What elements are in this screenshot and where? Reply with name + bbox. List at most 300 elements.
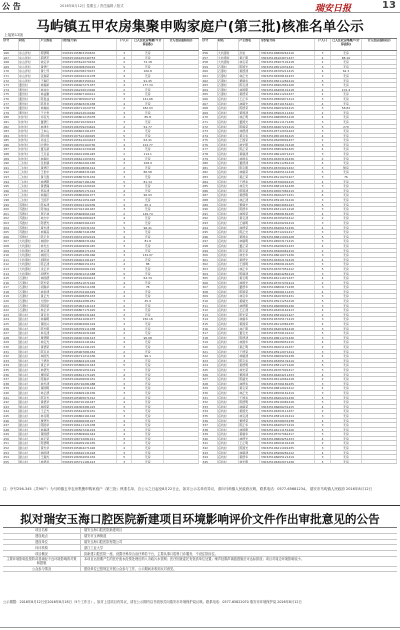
table-cell: 3 [117,230,133,234]
table-cell: 陈国光 [239,65,260,69]
table-cell: 林瑞明 [239,239,260,243]
table-cell: 330325196709211438 [62,285,117,289]
table-cell: 无房 [331,51,362,55]
table-cell: 黄国光 [239,409,260,413]
table-cell [164,327,199,331]
table-cell: 碧山村 [19,331,41,335]
table-cell [362,359,397,363]
table-cell: 后坑村 [218,285,239,289]
table-cell [164,106,199,110]
table-cell: 330325196710151421 [260,102,315,106]
table-cell: 330325196111071437 [260,276,315,280]
table-cell: 220 [3,299,19,303]
table-cell: 黄仁怀 [40,69,62,73]
table-cell: 陈德荣 [239,106,260,110]
table-cell: 3 [117,184,133,188]
table-header [3,39,199,51]
table-cell: 310 [202,299,218,303]
table-cell: 石潭村 [19,290,41,294]
table-cell: 碧山村 [19,441,41,445]
table-cell: 后坑村 [218,230,239,234]
table-cell [164,414,199,418]
table-cell: 253 [3,451,19,455]
table-cell: 林光荣 [239,368,260,372]
table-cell: 88 [132,262,163,266]
table-cell: 3 [315,143,331,147]
table-cell [362,83,397,87]
table-cell: 三村村 [19,166,41,170]
table-cell: 石潭村 [19,285,41,289]
table-cell [164,216,199,220]
table-cell: 4 [315,115,331,119]
table-cell: 王德华 [239,180,260,184]
table-cell: 4 [117,281,133,285]
table-cell: 苏渡村 [19,207,41,211]
table-cell: 陈显益 [40,97,62,101]
table-cell [362,354,397,358]
table-cell: 碧山村 [19,446,41,450]
table-cell: 后坑村 [218,423,239,427]
page-number: 13 [382,0,396,11]
table-cell: 黄正明 [239,345,260,349]
table-cell: 3 [315,285,331,289]
table-cell [164,235,199,239]
table-cell: 无房 [132,230,163,234]
table-cell: 288 [202,198,218,202]
table-cell: 295 [202,230,218,234]
table-cell: 3 [117,244,133,248]
table-cell: 271 [202,120,218,124]
table-cell: 无房 [331,437,362,441]
table-cell: 无房 [331,212,362,216]
table-cell: 后坑村 [218,166,239,170]
table-cell: 王国平 [40,198,62,202]
table-cell: 330325196203031431 [260,294,315,298]
table-cell: 后坑村 [218,216,239,220]
table-cell: 董国光 [239,120,260,124]
table-cell: 黄正华 [40,363,62,367]
table-cell: 黄瑞光 [239,299,260,303]
table-cell: 330325196308161433 [260,74,315,78]
table-cell: 无房 [331,345,362,349]
table-cell: 330325196206091431 [62,377,117,381]
table-cell: 林德荣 [239,226,260,230]
table-cell [164,60,199,64]
table-cell: 3 [315,239,331,243]
table-cell: 后坑村 [218,203,239,207]
table-cell [164,198,199,202]
table-cell: 5 [117,455,133,459]
table-cell: 243 [3,405,19,409]
table-cell: 后坑村 [218,281,239,285]
table-cell: 330325196304161413 [260,308,315,312]
table-cell: 陈显金 [40,102,62,106]
table-cell: 190 [3,161,19,165]
table-cell: 4 [117,419,133,423]
table-cell: 大坑潭村 [19,267,41,271]
table-cell: 碧山村 [19,359,41,363]
table-cell: 无房 [132,244,163,248]
table-cell: 后坑村 [218,106,239,110]
table-cell: 董瑞光 [239,203,260,207]
table-cell: 330325196512191415 [62,345,117,349]
table-cell: 黄德仁 [40,65,62,69]
table-cell: 4 [117,327,133,331]
table-cell [362,106,397,110]
table-cell [362,317,397,321]
table-cell: 后坑村 [218,373,239,377]
table-cell: 330325196311211418 [260,207,315,211]
table-cell: 无房 [132,129,163,133]
table-cell: 黄克华 [239,134,260,138]
table-cell [362,272,397,276]
table-cell: 209 [3,249,19,253]
table-cell: 后坑村 [218,143,239,147]
table-cell: 330325196402191427 [62,258,117,262]
table-cell: 330325195911220416 [62,184,117,188]
table-row [3,460,199,465]
table-cell: 3 [117,120,133,124]
table-cell: 330325195710281488 [62,382,117,386]
table-cell: 村杉村 [19,125,41,129]
table-cell: 301 [202,258,218,262]
table-cell: 无房 [132,313,163,317]
table-cell: 2 [117,396,133,400]
table-cell [362,336,397,340]
table-cell: 王瑞明 [239,221,260,225]
table-cell: 4 [315,258,331,262]
table-cell: 2 [315,111,331,115]
table-cell: 无房 [132,359,163,363]
col-header: 村名 [218,39,239,50]
table-cell [164,304,199,308]
table-cell: 52.77 [132,125,163,129]
table-cell: 3 [315,207,331,211]
table-cell: 234 [3,363,19,367]
table-cell: 董国荣 [40,373,62,377]
table-cell: 330325196303111437 [260,409,315,413]
table-cell: 3 [315,272,331,276]
table-cell: 4 [117,56,133,60]
table-cell: 石潭村 [19,281,41,285]
table-cell: 330325195709141412 [260,331,315,335]
table-cell: 林国元 [40,253,62,257]
table-cell: 林定光 [40,340,62,344]
table-cell: 330325196512031441 [260,65,315,69]
table-cell: 方国中 [40,299,62,303]
col-header: 计入农房面积(㎡) [362,39,397,50]
table-cell: 62.34 [132,276,163,280]
table-cell: 330325196409141418 [260,88,315,92]
table-cell: 251 [3,441,19,445]
table-cell: 碧山村 [19,368,41,372]
table-cell: 305 [202,276,218,280]
table-cell: 298 [202,244,218,248]
table-cell: 无房 [132,423,163,427]
table-cell: 无房 [132,391,163,395]
table-cell: 陈德光 [40,221,62,225]
table-cell: 238 [3,382,19,386]
table-cell: 4 [315,102,331,106]
table-cell: 无房 [132,446,163,450]
table-cell: 无房 [331,451,362,455]
table-cell: 330325196811231436 [260,336,315,340]
table-cell: 330325196610131418 [62,451,117,455]
row-label: 项目名称 [3,528,81,533]
table-cell: 185 [3,138,19,142]
table-cell [362,198,397,202]
table-cell: 无房 [132,207,163,211]
table-cell: 后坑村 [218,432,239,436]
table-cell: 陈国荣 [239,290,260,294]
table-cell: 东山洋村 [19,79,41,83]
table-cell: 无房 [331,65,362,69]
table-cell [362,373,397,377]
table-cell [164,432,199,436]
table-cell: 林光明 [239,143,260,147]
table-cell: 无房 [331,276,362,280]
table-cell: 3 [117,391,133,395]
table-cell: 202 [3,216,19,220]
table-cell: 182.03 [132,106,163,110]
table-cell: 4 [117,83,133,87]
table-cell: 无房 [331,161,362,165]
table-cell: 293 [202,221,218,225]
table-cell: 169 [3,65,19,69]
table-cell: 后坑村 [218,396,239,400]
table-cell: 陈中国 [40,134,62,138]
table-cell: 330325196710230413 [62,120,117,124]
table-cell: 无房 [132,441,163,445]
table-cell: 2 [315,157,331,161]
table-cell: 330325196403261418 [260,327,315,331]
col-header: 已入住农房集聚户(计算面积) [331,39,362,50]
table-cell: 无房 [331,79,362,83]
table-cell [164,249,199,253]
table-cell: 322 [202,354,218,358]
table-cell: 黄克金 [40,313,62,317]
table-cell: 碧山村 [19,451,41,455]
table-cell: 3 [117,451,133,455]
table-cell [164,409,199,413]
table-cell: 330325197905064713 [62,97,117,101]
table-cell: 无房 [331,170,362,174]
table-cell: 无房 [331,92,362,96]
table-cell: 无房 [331,386,362,390]
table-cell: 后坑村 [218,331,239,335]
table-cell: 董德光 [40,419,62,423]
table-cell: 3 [315,336,331,340]
table-cell: 陈正金 [40,235,62,239]
table-cell: 330325195812191414 [260,414,315,418]
table-cell: 149.74 [132,212,163,216]
table-cell: 330325195811271426 [260,363,315,367]
notice2-title: 拟对瑞安玉海口腔医院新建项目环境影响评价文件作出审批意见的公告 [20,512,380,526]
table-cell: 后坑村 [218,212,239,216]
table-cell: 无房 [132,51,163,55]
table-cell: 碧山村 [19,432,41,436]
table-cell: 330325196906131418 [260,143,315,147]
table-cell: 5 [315,170,331,174]
table-cell: 无房 [132,340,163,344]
table-cell [362,460,397,464]
table-cell: 5 [117,317,133,321]
table-cell: 114.1 [132,152,163,156]
table-cell: 无房 [132,419,163,423]
table-cell: 后坑村 [218,184,239,188]
table-cell: 黄德华 [40,400,62,404]
table-cell: 91.45 [132,79,163,83]
table-cell: 林光志 [40,244,62,248]
table-cell: 300 [202,253,218,257]
table-cell [164,368,199,372]
table-cell: 碧山村 [19,405,41,409]
table-cell: 林瑞华 [239,317,260,321]
table-cell: 330325196507241419 [62,428,117,432]
table-cell: 碧山村 [19,327,41,331]
table-cell: 4 [117,400,133,404]
table-cell: 无房 [132,409,163,413]
table-cell: 330325196808261416 [260,51,315,55]
table-cell: 3 [117,405,133,409]
table-cell: 4 [117,308,133,312]
table-cell: 林克光 [239,184,260,188]
table-cell [164,405,199,409]
table-cell: 330325196902061426 [260,83,315,87]
table-cell: 林光明 [239,460,260,464]
table-cell: 279 [202,157,218,161]
table-cell: 330325196908171434 [62,249,117,253]
table-cell: 东山洋村 [19,51,41,55]
table-cell: 黄德明 [239,363,260,367]
table-cell: 陈正荣 [239,147,260,151]
table-cell [362,451,397,455]
table-cell [362,363,397,367]
table-cell: 无房 [132,102,163,106]
table-cell: 330325195612031431 [62,409,117,413]
table-cell: 330325196504191418 [260,441,315,445]
table-cell [362,102,397,106]
table-cell: 无房 [331,244,362,248]
table-cell [362,400,397,404]
notice1-title: 马屿镇五甲农房集聚申购家庭户(第三批)核准名单公示 [36,19,364,35]
table-cell: 东山洋村 [19,74,41,78]
table-cell: 193 [3,175,19,179]
col-header: 计入农房面积(㎡) [164,39,199,50]
table-cell: 林克清 [239,414,260,418]
table-cell: 267 [202,102,218,106]
table-cell: 4 [117,102,133,106]
table-cell [362,239,397,243]
table-cell: 2 [117,258,133,262]
table-cell: 后坑村 [218,258,239,262]
table-cell: 2 [117,285,133,289]
table-cell: 无房 [331,203,362,207]
table-cell: 三村村 [19,175,41,179]
table-cell: 后坑村 [218,244,239,248]
table-cell: 211 [3,258,19,262]
table-cell: 311 [202,304,218,308]
table-cell: 4 [117,216,133,220]
col-header: 村名 [19,39,41,50]
table-cell: 董德荣 [239,419,260,423]
row-label: 项目概况 [3,551,81,556]
table-cell [164,143,199,147]
table-cell: 343 [202,451,218,455]
table-cell: 2 [117,193,133,197]
table-cell: 碧山村 [19,313,41,317]
table-cell: 330325196712081411 [62,437,117,441]
table-cell: 3 [117,290,133,294]
table-cell: 330325196407291413 [62,336,117,340]
table-cell: 309 [202,294,218,298]
table-cell: 210 [3,253,19,257]
table-cell: 无房 [132,184,163,188]
table-cell: 三村村 [19,198,41,202]
table-cell: 4 [315,69,331,73]
table-cell: 王瑞庆 [40,79,62,83]
table-cell [164,79,199,83]
table-cell: 无房 [132,235,163,239]
table-cell [362,230,397,234]
table-cell: 330325196108091414 [62,166,117,170]
table-cell: 330325196708031438 [260,419,315,423]
table-cell: 无房 [331,368,362,372]
table-cell [362,414,397,418]
table-cell [362,290,397,294]
table-cell: 290 [202,207,218,211]
table-cell [362,221,397,225]
table-cell: 308 [202,290,218,294]
table-cell: 3 [315,414,331,418]
table-cell [362,249,397,253]
table-cell [164,276,199,280]
table-cell: 2 [117,239,133,243]
table-cell: 无房 [331,193,362,197]
table-cell: 184 [3,134,19,138]
table-cell: 337 [202,423,218,427]
table-cell [362,423,397,427]
table-cell: 郭德平 [40,56,62,60]
table-cell [362,56,397,60]
table-cell: 无房 [331,60,362,64]
table-cell: 239 [3,386,19,390]
table-cell: 330325196609291438 [260,354,315,358]
table-cell: 192 [3,170,19,174]
table-cell: 191 [3,166,19,170]
table-cell: 330325195704161429 [62,290,117,294]
table-cell: 330325196807241458 [62,230,117,234]
table-cell: 陈德华 [239,207,260,211]
table-cell: 3 [315,184,331,188]
table-cell [362,161,397,165]
table-cell: 281 [202,166,218,170]
table-cell: 林瑞清 [239,354,260,358]
table-cell: 后坑村 [218,446,239,450]
table-cell: 321 [202,350,218,354]
table-cell: 330325196201281466 [62,253,117,257]
table-cell: 叶德中 [40,143,62,147]
table-cell: 330325196705171419 [260,317,315,321]
table-cell: 330325196112081435 [260,322,315,326]
table-cell: 黄克明 [239,276,260,280]
table-cell: 无房 [331,189,362,193]
table-cell [164,299,199,303]
table-cell: 无房 [132,327,163,331]
table-cell: 林定清 [40,249,62,253]
table-cell: 王国华 [239,396,260,400]
table-cell: 后坑村 [218,400,239,404]
